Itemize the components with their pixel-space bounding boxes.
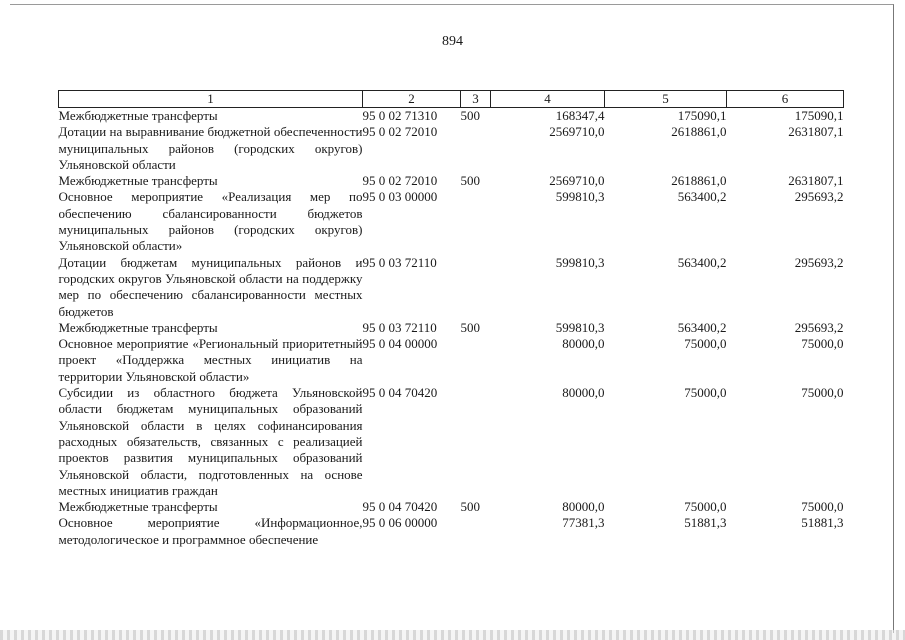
table-row [59,124,844,173]
page-number: 894 [442,34,463,49]
row-value-col4: 2569710,0 [549,173,605,189]
row-value-col4: 599810,3 [555,319,605,335]
table-row [59,385,844,499]
row-value-col6: 75000,0 [801,336,844,352]
header-col-5: 5 [605,91,727,108]
row-value-col5: 51881,3 [684,515,727,531]
row-code: 95 0 04 70420 [362,385,438,401]
row-code: 95 0 04 00000 [362,336,438,352]
row-name: Основное мероприятие «Информационное, методологическое и программное обеспечение [58,515,363,547]
table-row [59,255,844,320]
row-value-col4: 599810,3 [555,254,605,270]
row-value-col5: 563400,2 [677,189,727,205]
row-expense-type [461,385,491,499]
row-value-col4: 80000,0 [562,336,605,352]
table-row [59,336,844,385]
row-code: 95 0 02 71310 [362,108,438,123]
row-name: Межбюджетные трансферты [58,173,218,189]
row-name: Субсидии из областного бюджета Ульяновской области бюджетам муниципальных образований Ульяновской области в целях софинансирования расходных обязательств, связанных с реализацией проектов развития муниципальных образований Ульяновской области, подготовленных на основе местных инициатив граждан [58,385,363,498]
row-code: 95 0 02 72010 [362,173,438,189]
row-name: Межбюджетные трансферты [58,499,218,515]
row-value-col6: 295693,2 [794,254,844,270]
row-name: Межбюджетные трансферты [58,108,218,123]
row-name: Дотации на выравнивание бюджетной обеспеченности муниципальных районов (городских округов) Ульяновской области [58,124,363,172]
row-expense-type [461,255,491,320]
header-col-2: 2 [363,91,461,108]
row-name: Дотации бюджетам муниципальных районов и городских округов Ульяновской области на поддержку мер по обеспечению сбалансированности местных бюджетов [58,254,363,319]
row-code: 95 0 03 72110 [362,254,437,270]
row-expense-type [461,189,491,254]
table-row [59,108,844,125]
row-code: 95 0 06 00000 [362,515,438,531]
row-value-col6: 295693,2 [794,319,844,335]
budget-table [58,90,844,548]
row-value-col4: 77381,3 [562,515,605,531]
row-value-col5: 175090,1 [677,108,727,123]
row-value-col4: 80000,0 [562,499,605,515]
header-row [59,91,844,108]
row-name: Основное мероприятие «Реализация мер по обеспечению сбалансированности бюджетов муниципальных районов (городских округов) Ульяновской области» [58,189,363,254]
scan-edge-artifact [0,630,905,640]
row-value-col5: 75000,0 [684,385,727,401]
row-value-col4: 168347,4 [555,108,605,123]
row-expense-type: 500 [460,499,480,515]
row-code: 95 0 03 00000 [362,189,438,205]
row-expense-type [461,336,491,385]
table-row [59,320,844,336]
row-value-col6: 75000,0 [801,385,844,401]
row-value-col5: 563400,2 [677,254,727,270]
row-value-col4: 2569710,0 [549,124,605,140]
table-row [59,515,844,548]
row-value-col6: 175090,1 [794,108,844,123]
row-value-col5: 75000,0 [684,499,727,515]
row-value-col5: 75000,0 [684,336,727,352]
row-value-col6: 75000,0 [801,499,844,515]
row-value-col6: 295693,2 [794,189,844,205]
row-expense-type: 500 [460,173,480,189]
row-value-col5: 563400,2 [677,319,727,335]
row-expense-type [461,124,491,173]
table-row [59,173,844,189]
row-value-col6: 2631807,1 [788,173,844,189]
row-expense-type: 500 [460,319,480,335]
row-name: Основное мероприятие «Региональный приоритетный проект «Поддержка местных инициатив на территории Ульяновской области» [58,336,363,384]
row-expense-type [461,515,491,548]
table-row [59,499,844,515]
row-value-col5: 2618861,0 [671,173,727,189]
row-expense-type: 500 [460,108,480,123]
header-col-1: 1 [59,91,363,108]
header-col-6: 6 [727,91,844,108]
row-value-col5: 2618861,0 [671,124,727,140]
row-name: Межбюджетные трансферты [58,319,218,335]
row-code: 95 0 02 72010 [362,124,438,140]
header-col-3: 3 [461,91,491,108]
row-value-col4: 80000,0 [562,385,605,401]
row-code: 95 0 03 72110 [362,319,437,335]
row-value-col6: 51881,3 [801,515,844,531]
table-row [59,189,844,254]
row-value-col4: 599810,3 [555,189,605,205]
row-code: 95 0 04 70420 [362,499,438,515]
header-col-4: 4 [491,91,605,108]
row-value-col6: 2631807,1 [788,124,844,140]
